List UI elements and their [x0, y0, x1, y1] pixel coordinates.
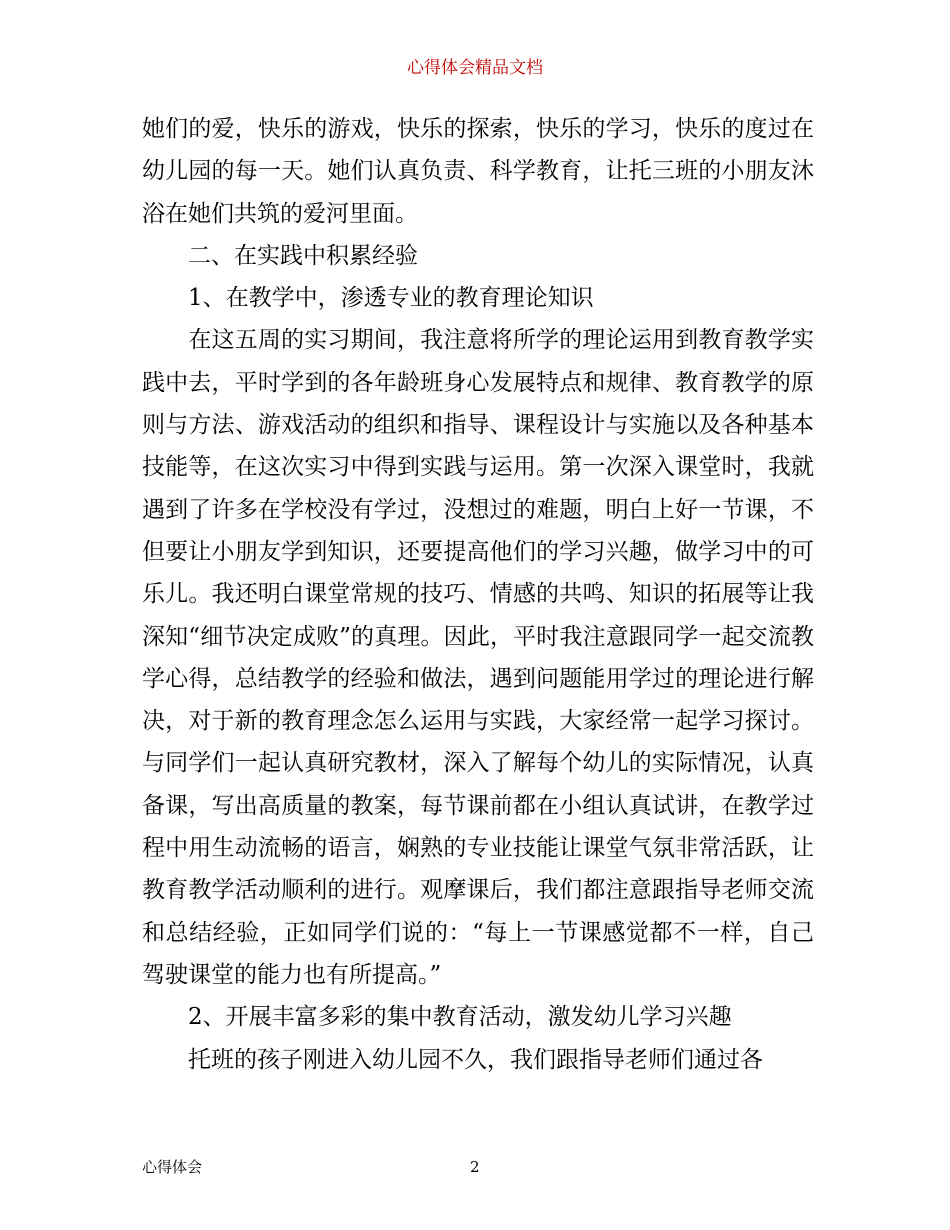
subheading-education-activities: 2、开展丰富多彩的集中教育活动，激发幼儿学习兴趣	[142, 1004, 732, 1031]
section-heading-accumulate-experience: 二、在实践中积累经验	[142, 242, 418, 269]
paragraph-toddler-class: 托班的孩子刚进入幼儿园不久，我们跟指导老师们通过各	[142, 1046, 763, 1073]
subheading-teaching-theory: 1、在教学中，渗透专业的教育理论知识	[142, 285, 594, 312]
document-body	[142, 108, 814, 1081]
paragraph-internship-practice: 在这五周的实习期间，我注意将所学的理论运用到教育教学实践中去，平时学到的各年龄班身心发展特点和规律、教育教学的原则与方法、游戏活动的组织和指导、课程设计与实施以及各种基本技能等，在这次实习中得到实践与运用。第一次深入课堂时，我就遇到了许多在学校没有学过，没想过的难题，明白上好一节课，不但要让小朋友学到知识，还要提高他们的学习兴趣，做学习中的可乐儿。我还明白课堂常规的技巧、情感的共鸣、知识的拓展等让我深知“细节决定成败”的真理。因此，平时我注意跟同学一起交流教学心得，总结教学的经验和做法，遇到问题能用学过的理论进行解决，对于新的教育理念怎么运用与实践，大家经常一起学习探讨。与同学们一起认真研究教材，深入了解每个幼儿的实际情况，认真备课，写出高质量的教案，每节课前都在小组认真试讲，在教学过程中用生动流畅的语言，娴熟的专业技能让课堂气氛非常活跃，让教育教学活动顺利的进行。观摩课后，我们都注意跟指导老师交流和总结经验，正如同学们说的：“每上一节课感觉都不一样，自己驾驶课堂的能力也有所提高。”	[142, 327, 814, 988]
footer-label: 心得体会	[142, 1158, 203, 1176]
paragraph-continuation: 她们的爱，快乐的游戏，快乐的探索，快乐的学习，快乐的度过在幼儿园的每一天。她们认真负责、科学教育，让托三班的小朋友沐浴在她们共筑的爱河里面。	[142, 116, 814, 227]
document-header-title: 心得体会精品文档	[407, 58, 543, 78]
page-number: 2	[470, 1158, 480, 1176]
